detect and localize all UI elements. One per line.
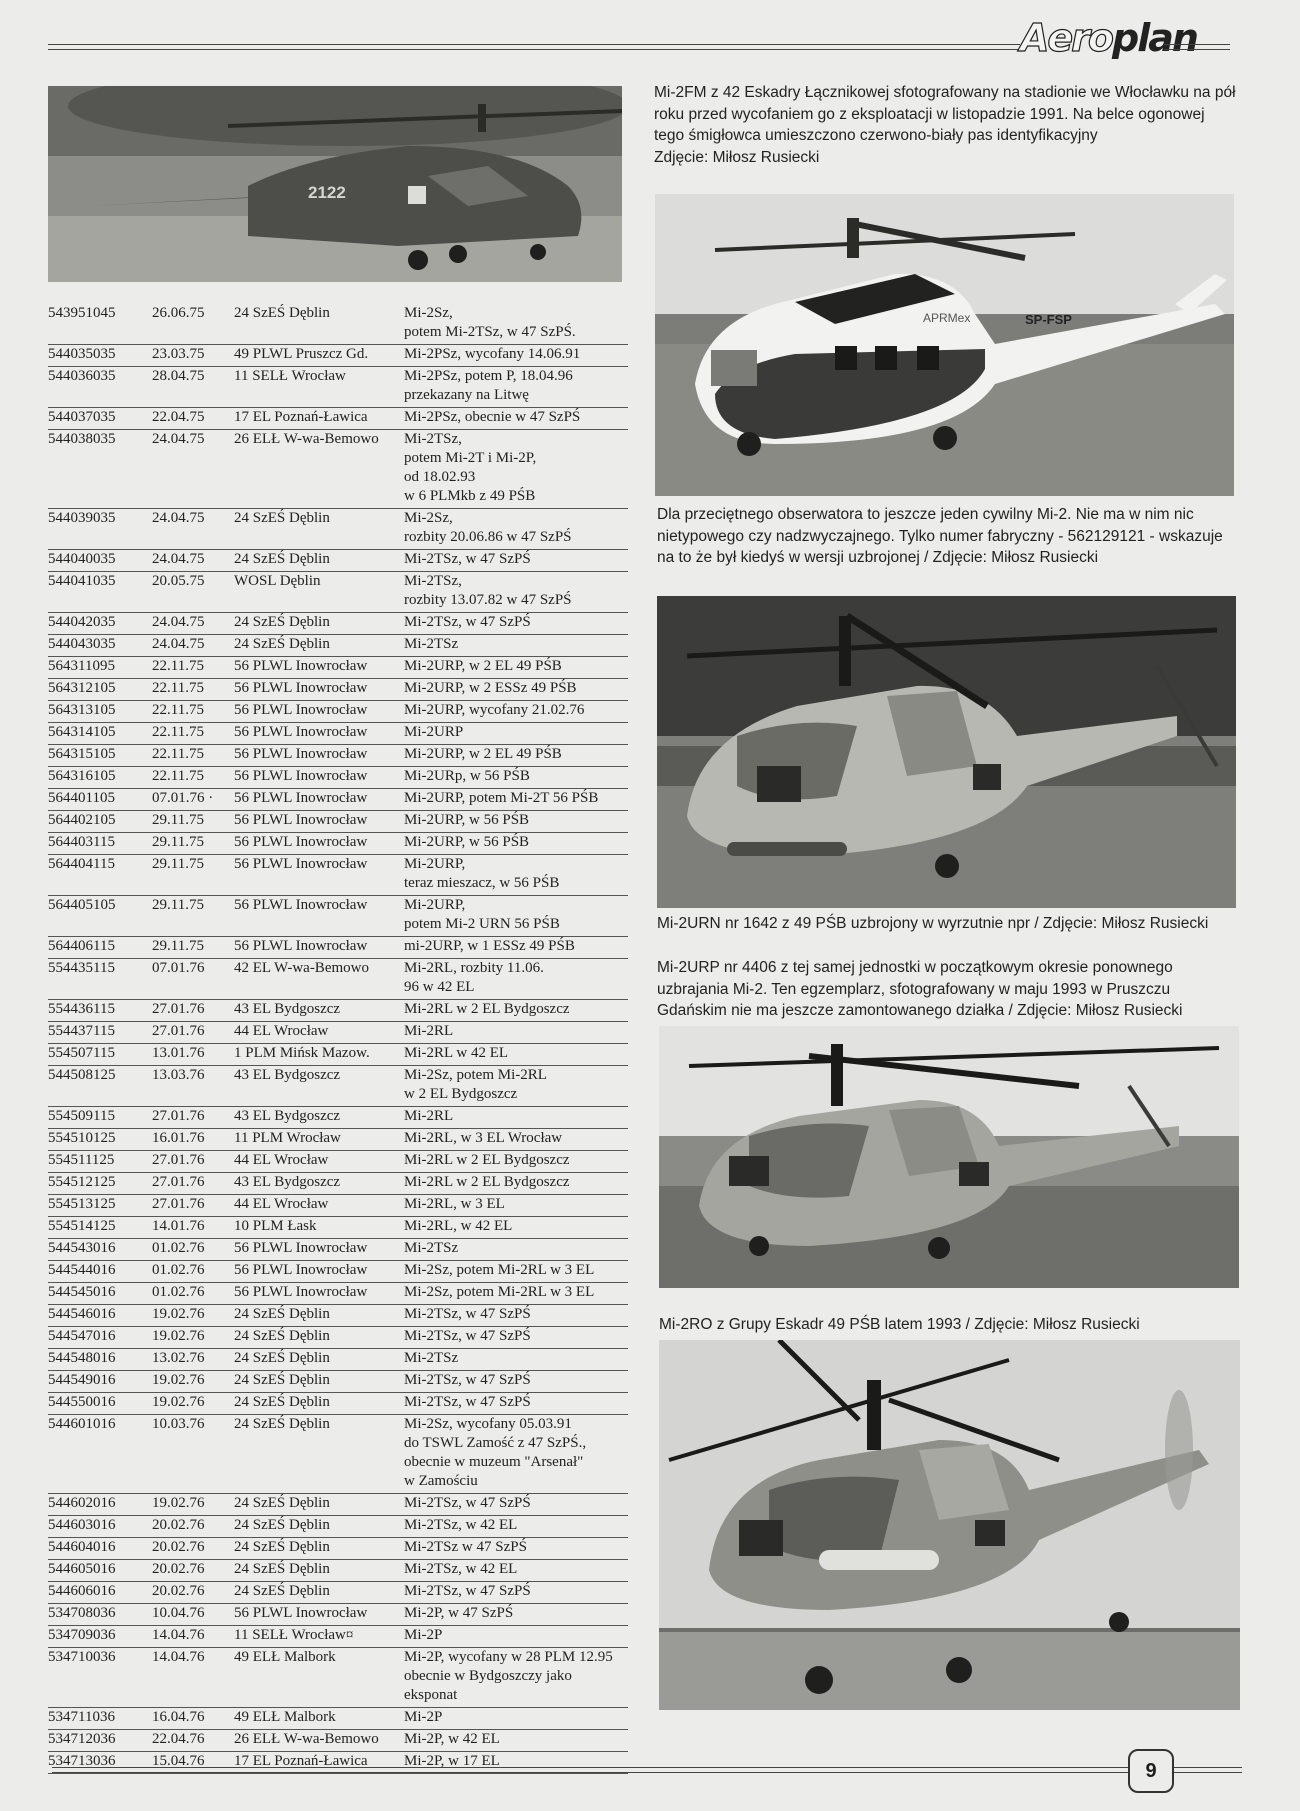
date-cell: 14.01.76 [152, 1217, 234, 1239]
notes-cell: Mi-2RL, w 42 EL [404, 1217, 628, 1239]
photo-mi2urn [657, 596, 1236, 908]
date-cell: 19.02.76 [152, 1494, 234, 1516]
notes-cell: Mi-2URp, w 56 PŚB [404, 767, 628, 789]
notes-cell: Mi-2RL w 42 EL [404, 1044, 628, 1066]
footer-rule-right [1174, 1767, 1242, 1773]
serial-number-cell: 544602016 [48, 1494, 152, 1516]
table-row [48, 1708, 628, 1730]
serial-number-cell: 564312105 [48, 679, 152, 701]
unit-cell: 24 SzEŚ Dęblin [234, 1582, 404, 1604]
date-cell: 07.01.76 [152, 959, 234, 1000]
serial-number-cell: 534710036 [48, 1648, 152, 1708]
photo-mi2ro [659, 1340, 1240, 1710]
notes-cell: Mi-2Sz, potem Mi-2RL w 3 EL [404, 1283, 628, 1305]
table-row [48, 1283, 628, 1305]
date-cell: 20.02.76 [152, 1516, 234, 1538]
date-cell: 07.01.76 · [152, 789, 234, 811]
serial-number-cell: 554510125 [48, 1129, 152, 1151]
date-cell: 24.04.75 [152, 509, 234, 550]
notes-cell: Mi-2URP, w 2 EL 49 PŚB [404, 745, 628, 767]
unit-cell: 43 EL Bydgoszcz [234, 1000, 404, 1022]
table-row [48, 1604, 628, 1626]
table-row [48, 1494, 628, 1516]
table-row [48, 896, 628, 937]
notes-cell: mi-2URP, w 1 ESSz 49 PŚB [404, 937, 628, 959]
notes-cell: Mi-2TSz, w 47 SzPŚ [404, 550, 628, 572]
serial-number-cell: 544042035 [48, 613, 152, 635]
date-cell: 24.04.75 [152, 550, 234, 572]
table-row [48, 367, 628, 408]
serial-number-cell: 564311095 [48, 657, 152, 679]
table-row [48, 811, 628, 833]
date-cell: 27.01.76 [152, 1195, 234, 1217]
photo-mi2fm [48, 86, 622, 282]
notes-cell: Mi-2TSz [404, 1239, 628, 1261]
unit-cell: 56 PLWL Inowrocław [234, 723, 404, 745]
table-row [48, 1129, 628, 1151]
table-row [48, 1730, 628, 1752]
date-cell: 22.11.75 [152, 723, 234, 745]
aeroplan-logo: Aeroplan [1020, 16, 1197, 60]
table-row [48, 767, 628, 789]
table-row [48, 1022, 628, 1044]
unit-cell: 24 SzEŚ Dęblin [234, 550, 404, 572]
serial-number-cell: 544038035 [48, 430, 152, 509]
table-row [48, 1217, 628, 1239]
table-row [48, 635, 628, 657]
date-cell: 16.04.76 [152, 1708, 234, 1730]
serial-number-cell: 564314105 [48, 723, 152, 745]
notes-cell: Mi-2TSz, potem Mi-2T i Mi-2P, od 18.02.93 w 6 PLMkb z 49 PŚB [404, 430, 628, 509]
notes-cell: Mi-2TSz, w 47 SzPŚ [404, 1371, 628, 1393]
serial-number-cell: 544604016 [48, 1538, 152, 1560]
unit-cell: 11 PLM Wrocław [234, 1129, 404, 1151]
notes-cell: Mi-2URP, w 2 EL 49 PŚB [404, 657, 628, 679]
table-row [48, 1239, 628, 1261]
unit-cell: 56 PLWL Inowrocław [234, 767, 404, 789]
notes-cell: Mi-2TSz, w 47 SzPŚ [404, 1305, 628, 1327]
notes-cell: Mi-2PSz, potem P, 18.04.96 przekazany na Litwę [404, 367, 628, 408]
serial-number-cell: 534711036 [48, 1708, 152, 1730]
page-number: 9 [1128, 1749, 1174, 1793]
table-row [48, 509, 628, 550]
table-row [48, 1538, 628, 1560]
unit-cell: 10 PLM Łask [234, 1217, 404, 1239]
date-cell: 29.11.75 [152, 811, 234, 833]
caption-urp: Mi-2URP nr 4406 z tej samej jednostki w początkowym okresie ponownego uzbrajania Mi-2. Ten egzemplarz, sfotografowany w maju 1993 w Pruszczu Gdańskim nie ma jeszcze zamontowanego działka / Zdjęcie: Miłosz Rusiecki [657, 959, 1183, 1019]
operator-name: APRMex [923, 311, 971, 325]
serial-number-cell: 564313105 [48, 701, 152, 723]
date-cell: 29.11.75 [152, 833, 234, 855]
notes-cell: Mi-2TSz, w 47 SzPŚ [404, 613, 628, 635]
date-cell: 24.04.75 [152, 613, 234, 635]
notes-cell: Mi-2TSz [404, 635, 628, 657]
notes-cell: Mi-2TSz w 47 SzPŚ [404, 1538, 628, 1560]
serial-number-cell: 554435115 [48, 959, 152, 1000]
unit-cell: 24 SzEŚ Dęblin [234, 1560, 404, 1582]
serial-number-cell: 544550016 [48, 1393, 152, 1415]
date-cell: 27.01.76 [152, 1173, 234, 1195]
unit-cell: 56 PLWL Inowrocław [234, 789, 404, 811]
date-cell: 13.02.76 [152, 1349, 234, 1371]
unit-cell: 11 SELŁ Wrocław [234, 367, 404, 408]
notes-cell: Mi-2URP, wycofany 21.02.76 [404, 701, 628, 723]
serial-number-cell: 544601016 [48, 1415, 152, 1494]
date-cell: 15.04.76 [152, 1752, 234, 1774]
unit-cell: 24 SzEŚ Dęblin [234, 1349, 404, 1371]
serial-number-cell: 543951045 [48, 304, 152, 345]
serial-number-cell: 544041035 [48, 572, 152, 613]
unit-cell: 24 SzEŚ Dęblin [234, 635, 404, 657]
unit-cell: 56 PLWL Inowrocław [234, 679, 404, 701]
table-row [48, 1626, 628, 1648]
unit-cell: WOSL Dęblin [234, 572, 404, 613]
serial-number-cell: 534709036 [48, 1626, 152, 1648]
serial-number-cell: 554513125 [48, 1195, 152, 1217]
table-row [48, 723, 628, 745]
serial-number-cell: 544544016 [48, 1261, 152, 1283]
table-row [48, 1261, 628, 1283]
table-row [48, 550, 628, 572]
serial-number-cell: 534713036 [48, 1752, 152, 1774]
date-cell: 27.01.76 [152, 1022, 234, 1044]
unit-cell: 49 ELŁ Malbork [234, 1648, 404, 1708]
serial-number-cell: 554507115 [48, 1044, 152, 1066]
date-cell: 27.01.76 [152, 1107, 234, 1129]
date-cell: 20.05.75 [152, 572, 234, 613]
serial-number-cell: 544606016 [48, 1582, 152, 1604]
serial-number-cell: 544549016 [48, 1371, 152, 1393]
serial-number-cell: 544548016 [48, 1349, 152, 1371]
notes-cell: Mi-2URP, potem Mi-2 URN 56 PŚB [404, 896, 628, 937]
notes-cell: Mi-2TSz, rozbity 13.07.82 w 47 SzPŚ [404, 572, 628, 613]
unit-cell: 24 SzEŚ Dęblin [234, 1305, 404, 1327]
table-row [48, 408, 628, 430]
notes-cell: Mi-2RL [404, 1107, 628, 1129]
table-row [48, 657, 628, 679]
notes-cell: Mi-2TSz, w 47 SzPŚ [404, 1327, 628, 1349]
notes-cell: Mi-2URP, w 56 PŚB [404, 811, 628, 833]
serial-number-cell: 564404115 [48, 855, 152, 896]
unit-cell: 56 PLWL Inowrocław [234, 896, 404, 937]
photo-civil-mi2 [655, 194, 1234, 496]
unit-cell: 11 SELŁ Wrocław¤ [234, 1626, 404, 1648]
unit-cell: 44 EL Wrocław [234, 1195, 404, 1217]
serial-number-cell: 554509115 [48, 1107, 152, 1129]
table-row [48, 1516, 628, 1538]
notes-cell: Mi-2TSz, w 47 SzPŚ [404, 1393, 628, 1415]
unit-cell: 24 SzEŚ Dęblin [234, 1371, 404, 1393]
serial-number-cell: 564402105 [48, 811, 152, 833]
table-row [48, 1582, 628, 1604]
date-cell: 26.06.75 [152, 304, 234, 345]
unit-cell: 17 EL Poznań-Ławica [234, 408, 404, 430]
date-cell: 20.02.76 [152, 1538, 234, 1560]
notes-cell: Mi-2P [404, 1708, 628, 1730]
unit-cell: 24 SzEŚ Dęblin [234, 1516, 404, 1538]
notes-cell: Mi-2P, w 42 EL [404, 1730, 628, 1752]
unit-cell: 26 ELŁ W-wa-Bemowo [234, 430, 404, 509]
date-cell: 20.02.76 [152, 1560, 234, 1582]
table-row [48, 937, 628, 959]
notes-cell: Mi-2PSz, wycofany 14.06.91 [404, 345, 628, 367]
notes-cell: Mi-2P [404, 1626, 628, 1648]
header-rule-right [1164, 44, 1230, 50]
notes-cell: Mi-2RL w 2 EL Bydgoszcz [404, 1151, 628, 1173]
caption-mi2fm: Mi-2FM z 42 Eskadry Łącznikowej sfotografowany na stadionie we Włocławku na pół roku przed wycofaniem go z eksploatacji w listopadzie 1991. Na belce ogonowej tego śmigłowca umieszczono czerwono-biały pas identyfikacyjny Zdjęcie: Miłosz Rusiecki [654, 84, 1236, 166]
table-row [48, 1415, 628, 1494]
unit-cell: 42 EL W-wa-Bemowo [234, 959, 404, 1000]
table-row [48, 1195, 628, 1217]
notes-cell: Mi-2TSz, w 42 EL [404, 1516, 628, 1538]
notes-cell: Mi-2TSz, w 42 EL [404, 1560, 628, 1582]
table-row [48, 1151, 628, 1173]
unit-cell: 26 ELŁ W-wa-Bemowo [234, 1730, 404, 1752]
date-cell: 22.11.75 [152, 701, 234, 723]
notes-cell: Mi-2Sz, potem Mi-2RL w 3 EL [404, 1261, 628, 1283]
date-cell: 01.02.76 [152, 1261, 234, 1283]
unit-cell: 56 PLWL Inowrocław [234, 657, 404, 679]
unit-cell: 43 EL Bydgoszcz [234, 1066, 404, 1107]
caption-ro: Mi-2RO z Grupy Eskadr 49 PŚB latem 1993 / Zdjęcie: Miłosz Rusiecki [659, 1316, 1140, 1333]
unit-cell: 56 PLWL Inowrocław [234, 833, 404, 855]
serial-number-cell: 554436115 [48, 1000, 152, 1022]
table-row [48, 304, 628, 345]
date-cell: 19.02.76 [152, 1393, 234, 1415]
unit-cell: 24 SzEŚ Dęblin [234, 1393, 404, 1415]
notes-cell: Mi-2Sz, potem Mi-2RL w 2 EL Bydgoszcz [404, 1066, 628, 1107]
notes-cell: Mi-2RL, rozbity 11.06. 96 w 42 EL [404, 959, 628, 1000]
unit-cell: 17 EL Poznań-Ławica [234, 1752, 404, 1774]
date-cell: 27.01.76 [152, 1151, 234, 1173]
notes-cell: Mi-2PSz, obecnie w 47 SzPŚ [404, 408, 628, 430]
table-row [48, 1173, 628, 1195]
notes-cell: Mi-2URP [404, 723, 628, 745]
date-cell: 28.04.75 [152, 367, 234, 408]
notes-cell: Mi-2TSz, w 47 SzPŚ [404, 1582, 628, 1604]
date-cell: 14.04.76 [152, 1648, 234, 1708]
unit-cell: 24 SzEŚ Dęblin [234, 304, 404, 345]
unit-cell: 44 EL Wrocław [234, 1022, 404, 1044]
unit-cell: 24 SzEŚ Dęblin [234, 1327, 404, 1349]
serial-number-cell: 554511125 [48, 1151, 152, 1173]
date-cell: 22.04.76 [152, 1730, 234, 1752]
date-cell: 22.04.75 [152, 408, 234, 430]
caption-civil: Dla przeciętnego obserwatora to jeszcze jeden cywilny Mi-2. Nie ma w nim nic nietypowego czy nadzwyczajnego. Tylko numer fabryczny - 562129121 - wskazuje na to że był kiedyś w wersji uzbrojonej / Zdjęcie: Miłosz Rusiecki [657, 506, 1223, 566]
unit-cell: 56 PLWL Inowrocław [234, 1261, 404, 1283]
date-cell: 14.04.76 [152, 1626, 234, 1648]
unit-cell: 49 PLWL Pruszcz Gd. [234, 345, 404, 367]
table-row [48, 1327, 628, 1349]
notes-cell: Mi-2RL, w 3 EL Wrocław [404, 1129, 628, 1151]
unit-cell: 43 EL Bydgoszcz [234, 1173, 404, 1195]
unit-cell: 24 SzEŚ Dęblin [234, 509, 404, 550]
notes-cell: Mi-2URP, w 2 ESSz 49 PŚB [404, 679, 628, 701]
serial-number-cell: 534708036 [48, 1604, 152, 1626]
date-cell: 20.02.76 [152, 1582, 234, 1604]
notes-cell: Mi-2Sz, wycofany 05.03.91 do TSWL Zamość z 47 SzPŚ., obecnie w muzeum "Arsenał" w Zamościu [404, 1415, 628, 1494]
serial-number-cell: 554512125 [48, 1173, 152, 1195]
notes-cell: Mi-2RL w 2 EL Bydgoszcz [404, 1000, 628, 1022]
serial-number-cell: 544039035 [48, 509, 152, 550]
unit-cell: 56 PLWL Inowrocław [234, 701, 404, 723]
notes-cell: Mi-2URP, w 56 PŚB [404, 833, 628, 855]
notes-cell: Mi-2URP, teraz mieszacz, w 56 PŚB [404, 855, 628, 896]
serial-number-cell: 544605016 [48, 1560, 152, 1582]
unit-cell: 24 SzEŚ Dęblin [234, 613, 404, 635]
serial-number-cell: 554514125 [48, 1217, 152, 1239]
table-row [48, 789, 628, 811]
footer-rule [52, 1767, 1128, 1773]
unit-cell: 44 EL Wrocław [234, 1151, 404, 1173]
notes-cell: Mi-2RL [404, 1022, 628, 1044]
serial-number-cell: 564401105 [48, 789, 152, 811]
serial-number-cell: 544043035 [48, 635, 152, 657]
caption-urn: Mi-2URN nr 1642 z 49 PŚB uzbrojony w wyrzutnie npr / Zdjęcie: Miłosz Rusiecki [657, 915, 1209, 932]
serial-number-cell: 544036035 [48, 367, 152, 408]
serial-number-cell: 534712036 [48, 1730, 152, 1752]
unit-cell: 56 PLWL Inowrocław [234, 855, 404, 896]
date-cell: 10.03.76 [152, 1415, 234, 1494]
serial-number-cell: 544037035 [48, 408, 152, 430]
notes-cell: Mi-2P, w 17 EL [404, 1752, 628, 1774]
date-cell: 10.04.76 [152, 1604, 234, 1626]
table-row [48, 1066, 628, 1107]
table-row [48, 701, 628, 723]
table-row [48, 1393, 628, 1415]
serial-number-cell: 544508125 [48, 1066, 152, 1107]
unit-cell: 24 SzEŚ Dęblin [234, 1538, 404, 1560]
serial-number-cell: 544035035 [48, 345, 152, 367]
table-row [48, 345, 628, 367]
notes-cell: Mi-2Sz, rozbity 20.06.86 w 47 SzPŚ [404, 509, 628, 550]
notes-cell: Mi-2P, wycofany w 28 PLM 12.95 obecnie w Bydgoszczy jako eksponat [404, 1648, 628, 1708]
unit-cell: 56 PLWL Inowrocław [234, 745, 404, 767]
date-cell: 22.11.75 [152, 767, 234, 789]
serial-number-cell: 544547016 [48, 1327, 152, 1349]
table-row [48, 833, 628, 855]
date-cell: 22.11.75 [152, 745, 234, 767]
registry-table [48, 304, 628, 1774]
unit-cell: 24 SzEŚ Dęblin [234, 1415, 404, 1494]
unit-cell: 43 EL Bydgoszcz [234, 1107, 404, 1129]
date-cell: 01.02.76 [152, 1283, 234, 1305]
notes-cell: Mi-2P, w 47 SzPŚ [404, 1604, 628, 1626]
table-row [48, 1107, 628, 1129]
table-row [48, 430, 628, 509]
serial-number-cell: 564315105 [48, 745, 152, 767]
notes-cell: Mi-2RL w 2 EL Bydgoszcz [404, 1173, 628, 1195]
table-row [48, 1000, 628, 1022]
table-row [48, 1349, 628, 1371]
table-row [48, 1371, 628, 1393]
serial-number-cell: 564405105 [48, 896, 152, 937]
unit-cell: 24 SzEŚ Dęblin [234, 1494, 404, 1516]
date-cell: 29.11.75 [152, 855, 234, 896]
serial-number-cell: 564316105 [48, 767, 152, 789]
table-row [48, 959, 628, 1000]
table-row [48, 745, 628, 767]
unit-cell: 56 PLWL Inowrocław [234, 1239, 404, 1261]
table-row [48, 855, 628, 896]
notes-cell: Mi-2URP, potem Mi-2T 56 PŚB [404, 789, 628, 811]
header-rule [48, 44, 1020, 50]
unit-cell: 56 PLWL Inowrocław [234, 811, 404, 833]
serial-number-cell: 554437115 [48, 1022, 152, 1044]
date-cell: 24.04.75 [152, 635, 234, 657]
table-row [48, 613, 628, 635]
table-row [48, 1044, 628, 1066]
photo-mi2urp [659, 1026, 1239, 1288]
table-row [48, 679, 628, 701]
date-cell: 22.11.75 [152, 679, 234, 701]
serial-number-cell: 564406115 [48, 937, 152, 959]
notes-cell: Mi-2RL, w 3 EL [404, 1195, 628, 1217]
serial-number-cell: 544546016 [48, 1305, 152, 1327]
serial-number-cell: 564403115 [48, 833, 152, 855]
serial-number-cell: 544603016 [48, 1516, 152, 1538]
serial-number-cell: 544040035 [48, 550, 152, 572]
unit-cell: 49 ELŁ Malbork [234, 1708, 404, 1730]
date-cell: 01.02.76 [152, 1239, 234, 1261]
table-row [48, 1648, 628, 1708]
date-cell: 16.01.76 [152, 1129, 234, 1151]
date-cell: 13.03.76 [152, 1066, 234, 1107]
date-cell: 29.11.75 [152, 896, 234, 937]
unit-cell: 56 PLWL Inowrocław [234, 937, 404, 959]
notes-cell: Mi-2TSz [404, 1349, 628, 1371]
helicopter-number: 2122 [308, 183, 346, 202]
date-cell: 19.02.76 [152, 1305, 234, 1327]
date-cell: 22.11.75 [152, 657, 234, 679]
date-cell: 19.02.76 [152, 1327, 234, 1349]
date-cell: 13.01.76 [152, 1044, 234, 1066]
civil-registration: SP-FSP [1025, 312, 1072, 327]
notes-cell: Mi-2Sz, potem Mi-2TSz, w 47 SzPŚ. [404, 304, 628, 345]
date-cell: 24.04.75 [152, 430, 234, 509]
notes-cell: Mi-2TSz, w 47 SzPŚ [404, 1494, 628, 1516]
date-cell: 23.03.75 [152, 345, 234, 367]
unit-cell: 56 PLWL Inowrocław [234, 1604, 404, 1626]
unit-cell: 56 PLWL Inowrocław [234, 1283, 404, 1305]
date-cell: 27.01.76 [152, 1000, 234, 1022]
table-row [48, 1305, 628, 1327]
serial-number-cell: 544543016 [48, 1239, 152, 1261]
unit-cell: 1 PLM Mińsk Mazow. [234, 1044, 404, 1066]
date-cell: 19.02.76 [152, 1371, 234, 1393]
serial-number-cell: 544545016 [48, 1283, 152, 1305]
date-cell: 29.11.75 [152, 937, 234, 959]
table-row [48, 572, 628, 613]
table-row [48, 1560, 628, 1582]
